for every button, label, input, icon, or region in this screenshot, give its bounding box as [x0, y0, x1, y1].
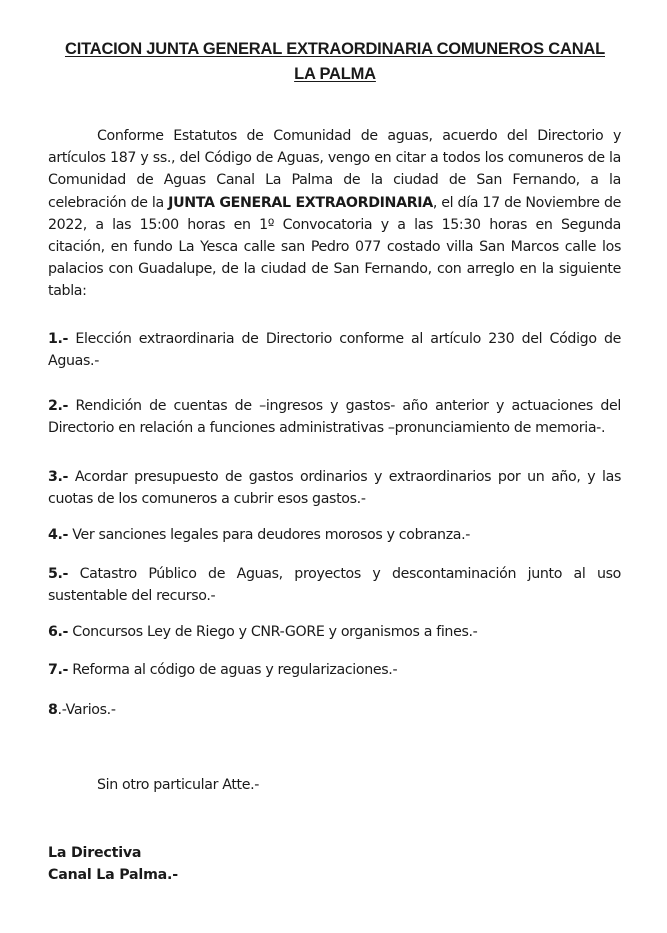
- intro-part-1: Conforme Estatutos de Comunidad de aguas, acuerdo del Directorio y artículos 187 y ss., del Código de Aguas, vengo en citar a todos los comuneros de la Comunidad de Aguas Canal La Palma de la ciudad de San Fernando, a la celebración de la: [48, 128, 621, 211]
- signature-line-2: Canal La Palma.-: [48, 867, 178, 883]
- agenda-item-3: [48, 466, 621, 510]
- agenda-item-number: 3.-: [48, 469, 69, 485]
- document-title: [40, 37, 630, 87]
- agenda-item-text: Concursos Ley de Riego y CNR-GORE y organismos a fines.-: [68, 624, 478, 640]
- intro-part-2: , el día 17 de Noviembre de 2022, a las 15:00 horas en 1º Convocatoria y a las 15:30 horas en Segunda citación, en fundo La Yesca calle san Pedro 077 costado villa San Marcos calle los palacios con Guadalupe, de la ciudad de San Fernando, con arreglo en la siguiente tabla:: [48, 194, 621, 300]
- agenda-item-5: [48, 563, 621, 607]
- agenda-item-number: 7.-: [48, 662, 69, 678]
- agenda-item-number: 6.-: [48, 624, 69, 640]
- agenda-item-text: .-Varios.-: [57, 702, 116, 718]
- title-line-2: LA PALMA: [294, 65, 376, 83]
- agenda-item-number: 4.-: [48, 527, 69, 543]
- intro-bold: JUNTA GENERAL EXTRAORDINARIA: [168, 194, 433, 211]
- agenda-item-text: Acordar presupuesto de gastos ordinarios y extraordinarios por un año, y las cuotas de los comuneros a cubrir esos gastos.-: [48, 469, 621, 508]
- agenda-item-number: 1.-: [48, 331, 69, 347]
- agenda-item-text: Elección extraordinaria de Directorio conforme al artículo 230 del Código de Aguas.-: [48, 331, 621, 370]
- signature-line-1: La Directiva: [48, 845, 142, 861]
- agenda-item-1: [48, 328, 621, 372]
- intro-paragraph: [48, 125, 621, 303]
- agenda-item-2: [48, 395, 621, 439]
- agenda-item-4: [48, 524, 621, 546]
- agenda-item-7: [48, 659, 621, 681]
- agenda-item-number: 5.-: [48, 566, 69, 582]
- agenda-item-number: 8: [48, 702, 58, 718]
- agenda-item-8: [48, 699, 621, 721]
- agenda-item-6: [48, 621, 621, 643]
- closing-text: Sin otro particular Atte.-: [97, 777, 260, 793]
- agenda-item-text: Reforma al código de aguas y regularizaciones.-: [68, 662, 398, 678]
- agenda-item-number: 2.-: [48, 398, 69, 414]
- agenda-item-text: Catastro Público de Aguas, proyectos y descontaminación junto al uso sustentable del recurso.-: [48, 566, 621, 605]
- agenda-item-text: Ver sanciones legales para deudores morosos y cobranza.-: [68, 527, 471, 543]
- agenda-item-text: Rendición de cuentas de –ingresos y gastos- año anterior y actuaciones del Directorio en relación a funciones administrativas –pronunciamiento de memoria-.: [48, 398, 621, 437]
- title-line-1: CITACION JUNTA GENERAL EXTRAORDINARIA COMUNEROS CANAL: [64, 40, 605, 58]
